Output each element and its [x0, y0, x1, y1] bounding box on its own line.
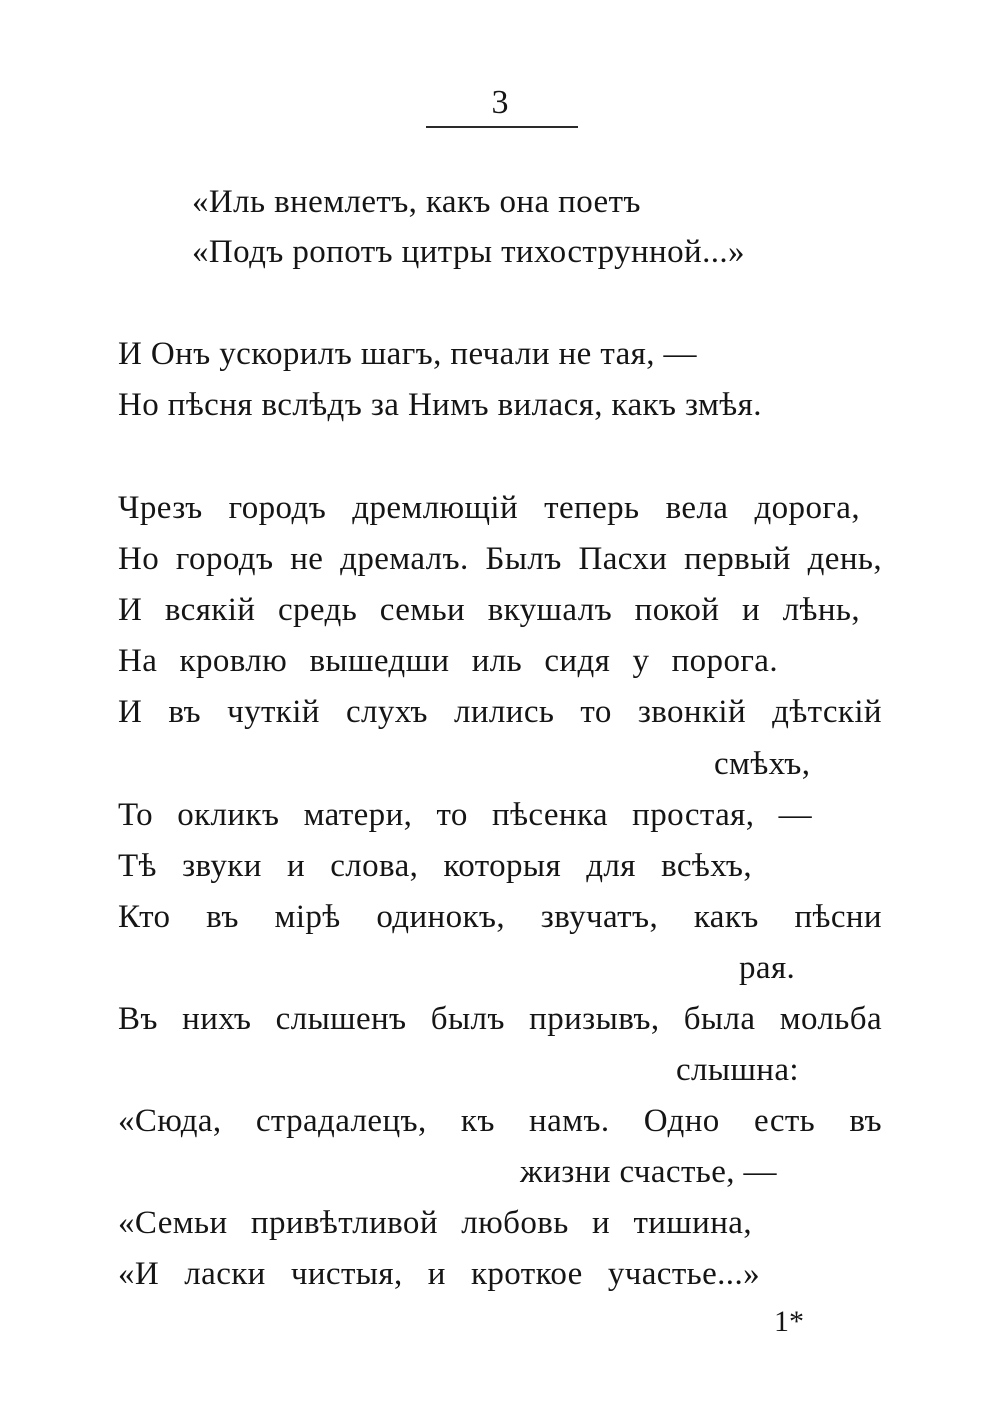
poem-line: Въ нихъ слышенъ былъ призывъ, была мольба [118, 1001, 882, 1037]
signature-mark: 1* [774, 1305, 804, 1338]
poem-line: «Семьи привѣтливой любовь и тишина, [118, 1205, 752, 1241]
poem-line: Но пѣсня вслѣдъ за Нимъ вилася, какъ змѣя. [118, 387, 762, 423]
poem-line: «Подъ ропотъ цитры тихострунной...» [192, 234, 745, 270]
poem-line-continuation: смѣхъ, [714, 746, 811, 782]
poem-line: «И ласки чистыя, и кроткое участье...» [118, 1256, 760, 1292]
poem-line: Кто въ мірѣ одинокъ, звучатъ, какъ пѣсни [118, 899, 882, 935]
poem-line: На кровлю вышедши иль сидя у порога. [118, 643, 778, 679]
poem-line: Но городъ не дремалъ. Былъ Пасхи первый день, [118, 541, 882, 577]
poem-line-continuation: жизни счастье, — [520, 1154, 777, 1190]
poem-line: И Онъ ускорилъ шагъ, печали не тая, — [118, 336, 697, 372]
poem-line-continuation: слышна: [676, 1052, 799, 1088]
poem-line: И всякій средь семьи вкушалъ покой и лѣнь, [118, 592, 860, 628]
poem-line: То окликъ матери, то пѣсенка простая, — [118, 797, 812, 833]
page-number: 3 [491, 84, 509, 121]
header-rule [426, 126, 578, 128]
poem-line: «Иль внемлетъ, какъ она поетъ [192, 184, 641, 220]
poem-line: «Сюда, страдалецъ, къ намъ. Одно есть въ [118, 1103, 882, 1139]
poem-line-continuation: рая. [739, 950, 796, 986]
poem-line: И въ чуткій слухъ лились то звонкій дѣтскій [118, 694, 882, 730]
poem-line: Тѣ звуки и слова, которыя для всѣхъ, [118, 848, 752, 884]
poem-line: Чрезъ городъ дремлющій теперь вела дорога, [118, 490, 860, 526]
